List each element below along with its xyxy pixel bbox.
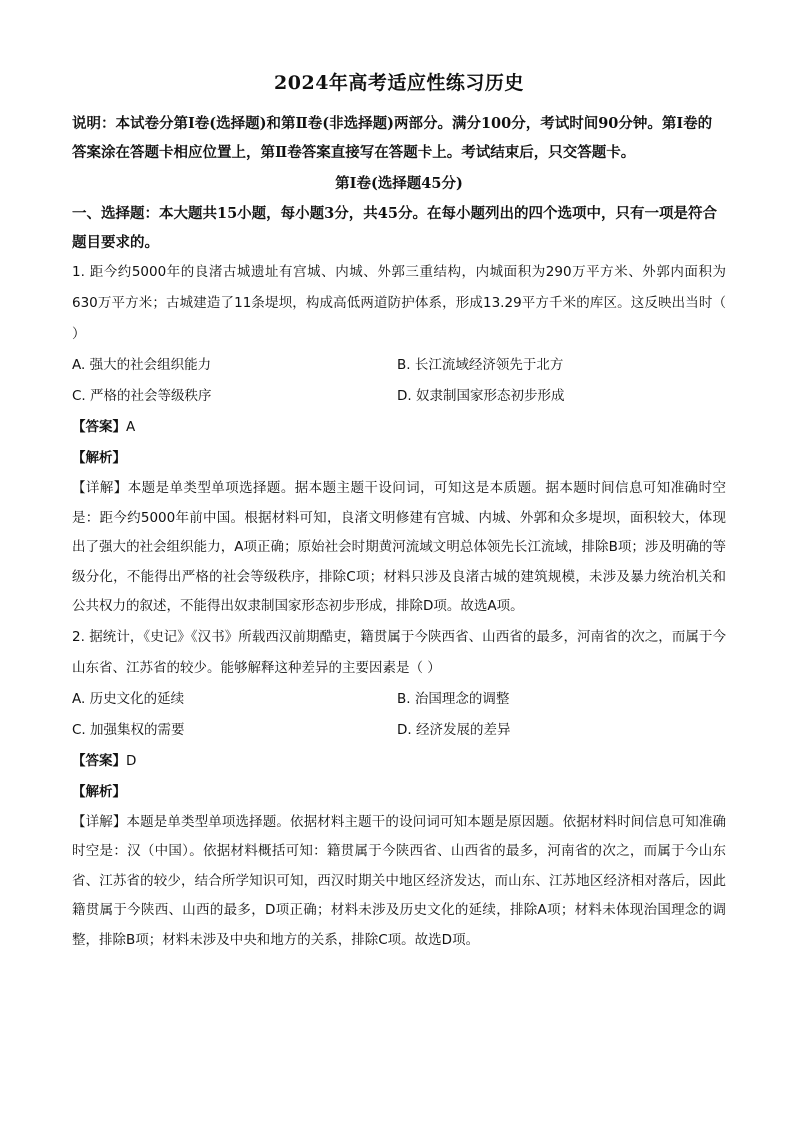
option-b: B. 治国理念的调整 [397, 690, 510, 707]
question-stem: 2. 据统计，《史记》《汉书》所载西汉前期酷吏，籍贯属于今陕西省、山西省的最多，河南省的次之，而属于今山东省、江苏省的较少。能够解释这种差异的主要因素是（ ） [72, 628, 726, 676]
analysis-label: 【解析】 [72, 783, 126, 800]
answer-line [72, 412, 726, 443]
option-c: C. 严格的社会等级秩序 [72, 388, 212, 404]
detail-explanation: 【详解】本题是单类型单项选择题。据本题主题干设问词，可知这是本质题。据本题时间信息可知准确时空是：距今约5000年前中国。根据材料可知，良渚文明修建有宫城、内城、外郭和众多堤坝，面积较大，体现出了强大的社会组织能力，A项正确；原始社会时期黄河流域文明总体领先长江流域，排除B项；涉及明确的等级分化，不能得出严格的社会等级秩序，排除C项；材料只涉及良渚古城的建筑规模，未涉及暴力统治机关和公共权力的叙述，不能得出奴隶制国家形态初步形成，排除D项。故选A项。 [72, 480, 726, 614]
part-one-title: 第Ⅰ卷(选择题45分) [335, 175, 463, 192]
analysis-label: 【解析】 [72, 450, 126, 466]
answer-line [72, 746, 726, 777]
option-c: C. 加强集权的需要 [72, 721, 185, 738]
detail-explanation: 【详解】本题是单类型单项选择题。依据材料主题干的设问词可知本题是原因题。依据材料时间信息可知准确时空是：汉（中国）。依据材料概括可知：籍贯属于今陕西省、山西省的最多，河南省的次之，而属于今山东省、江苏省的较少，结合所学知识可知，西汉时期关中地区经济发达，而山东、江苏地区经济相对落后，因此籍贯属于今陕西、山西的最多，D项正确；材料未涉及历史文化的延续，排除A项；材料未体现治国理念的调整，排除B项；材料未涉及中央和地方的关系，排除C项。故选D项。 [72, 813, 726, 948]
answer-value: D [126, 752, 137, 769]
instructions: 说明：本试卷分第Ⅰ卷(选择题)和第Ⅱ卷(非选择题)两部分。满分100分，考试时间90分钟。第Ⅰ卷的答案涂在答题卡相应位置上，第Ⅱ卷答案直接写在答题卡上。考试结束后，只交答题卡。 [72, 115, 713, 161]
page-title: 2024年高考适应性练习历史 [274, 72, 524, 94]
exam-page [72, 62, 726, 955]
section-heading: 一、选择题：本大题共15小题，每小题3分，共45分。在每小题列出的四个选项中，只有一项是符合题目要求的。 [72, 205, 717, 251]
question-1 [72, 257, 726, 622]
question-stem: 1. 距今约5000年的良渚古城遗址有宫城、内城、外郭三重结构，内城面积为290万平方米、外郭内面积为630万平方米；古城建造了11条堤坝，构成高低两道防护体系，形成13.29平方千米的库区。这反映出当时（ ） [72, 264, 726, 342]
option-b: B. 长江流域经济领先于北方 [397, 357, 564, 373]
options [72, 350, 726, 412]
option-d: D. 经济发展的差异 [397, 721, 511, 738]
option-a: A. 强大的社会组织能力 [72, 357, 212, 373]
answer-value: A [126, 419, 136, 435]
question-2 [72, 622, 726, 956]
options [72, 684, 726, 746]
answer-label: 【答案】 [72, 752, 126, 769]
option-a: A. 历史文化的延续 [72, 690, 185, 707]
answer-label: 【答案】 [72, 419, 126, 435]
option-d: D. 奴隶制国家形态初步形成 [397, 388, 565, 404]
